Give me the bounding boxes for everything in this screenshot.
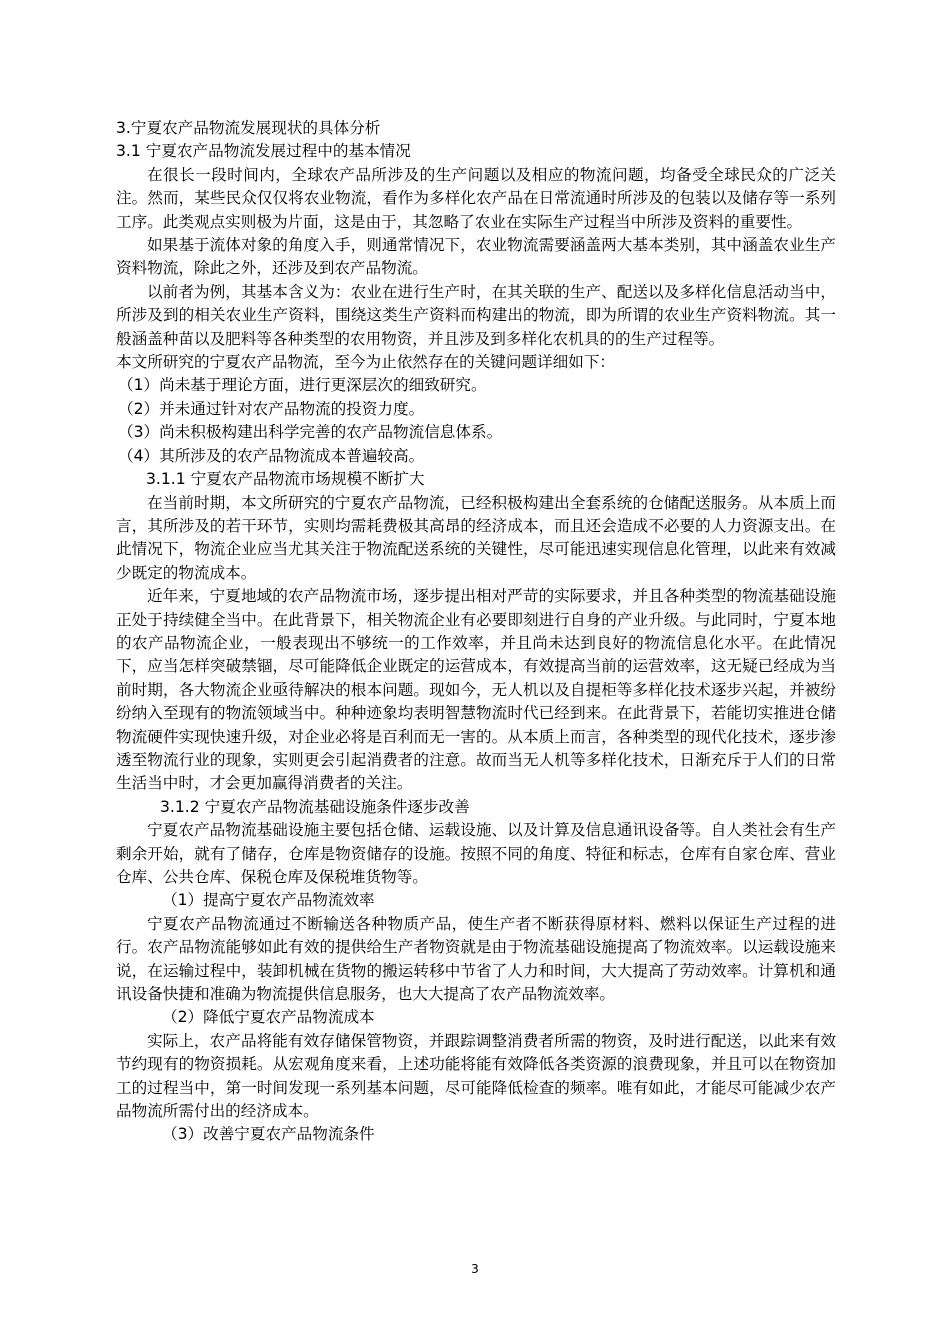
section-heading: 3.宁夏农产品物流发展现状的具体分析 [116, 119, 381, 137]
paragraph: 宁夏农产品物流通过不断输送各种物质产品，使生产者不断获得原材料、燃料以保证生产过程的进行。农产品物流能够如此有效的提供给生产者物资就是由于物流基础设施提高了物流效率。以运载设施来说，在运输过程中，装卸机械在货物的搬运转移中节省了人力和时间，大大提高了劳动效率。计算机和通讯设备快捷和准确为物流提供信息服务，也大大提高了农产品物流效率。 [116, 914, 836, 1004]
paragraph: 在很长一段时间内，全球农产品所涉及的生产问题以及相应的物流问题，均备受全球民众的广泛关注。然而，某些民众仅仅将农业物流，看作为多样化农产品在日常流通时所涉及的包装以及储存等一系列工序。此类观点实则极为片面，这是由于，其忽略了农业在实际生产过程当中所涉及资料的重要性。 [116, 165, 836, 231]
paragraph: 本文所研究的宁夏农产品物流，至今为止依然存在的关键问题详细如下： [116, 353, 616, 372]
point-heading: （1）提高宁夏农产品物流效率 [162, 891, 375, 910]
paragraph: 近年来，宁夏地域的农产品物流市场，逐步提出相对严苛的实际要求，并且各种类型的物流基础设施正处于持续健全当中。在此背景下，相关物流企业有必要即刻进行自身的产业升级。与此同时，宁夏本地的农产品物流企业，一般表现出不够统一的工作效率，并且尚未达到良好的物流信息化水平。在此情况下，应当怎样突破禁锢，尽可能降低企业既定的运营成本，有效提高当前的运营效率，这无疑已经成为当前时期，各大物流企业亟待解决的根本问题。现如今，无人机以及自提柜等多样化技术逐步兴起，并被纷纷纳入至现有的物流领域当中。种种迹象均表明智慧物流时代已经到来。在此背景下，若能切实推进仓储物流硬件实现快速升级，对企业必将是百利而无一害的。从本质上而言，各种类型的现代化技术，逐步渗透至物流行业的现象，实则更会引起消费者的注意。故而当无人机等多样化技术，日渐充斥于人们的日常生活当中时，才会更加赢得消费者的关注。 [116, 587, 836, 793]
paragraph: 实际上，农产品将能有效存储保管物资，并跟踪调整消费者所需的物资，及时进行配送，以此来有效节约现有的物资损耗。从宏观角度来看，上述功能将能有效降低各类资源的浪费现象，并且可以在物资加工的过程当中，第一时间发现一系列基本问题，尽可能降低检查的频率。唯有如此，才能尽可能减少农产品物流所需付出的经济成本。 [116, 1031, 836, 1121]
subsubsection-heading: 3.1.1 宁夏农产品物流市场规模不断扩大 [146, 470, 425, 489]
page-number: 3 [471, 1262, 479, 1276]
list-item: （4）其所涉及的农产品物流成本普遍较高。 [118, 446, 425, 465]
paragraph: 宁夏农产品物流基础设施主要包括仓储、运载设施、以及计算及信息通讯设备等。自人类社会有生产剩余开始，就有了储存，仓库是物资储存的设施。按照不同的角度、特征和标志，仓库有自家仓库、营业仓库、公共仓库、保税仓库及保税堆货物等。 [116, 821, 836, 886]
subsubsection-heading: 3.1.2 宁夏农产品物流基础设施条件逐步改善 [160, 797, 470, 816]
subsection-heading: 3.1 宁夏农产品物流发展过程中的基本情况 [116, 142, 411, 161]
list-item: （2）并未通过针对农产品物流的投资力度。 [118, 399, 425, 418]
list-item: （3）尚未积极构建出科学完善的农产品物流信息体系。 [118, 423, 503, 442]
paragraph: 在当前时期，本文所研究的宁夏农产品物流，已经积极构建出全套系统的仓储配送服务。从本质上而言，其所涉及的若干环节，实则均需耗费极其高昂的经济成本，而且还会造成不必要的人力资源支出。在此情况下，物流企业应当尤其关注于物流配送系统的关键性，尽可能迅速实现信息化管理，以此来有效减少既定的物流成本。 [116, 493, 836, 582]
paragraph: 如果基于流体对象的角度入手，则通常情况下，农业物流需要涵盖两大基本类别，其中涵盖农业生产资料物流，除此之外，还涉及到农产品物流。 [116, 236, 836, 278]
list-item: （1）尚未基于理论方面，进行更深层次的细致研究。 [118, 376, 487, 395]
document-body [116, 117, 836, 1147]
point-heading: （3）改善宁夏农产品物流条件 [162, 1125, 375, 1144]
point-heading: （2）降低宁夏农产品物流成本 [162, 1008, 375, 1027]
paragraph: 以前者为例，其基本含义为：农业在进行生产时，在其关联的生产、配送以及多样化信息活动当中，所涉及到的相关农业生产资料，围绕这类生产资料而构建出的物流，即为所谓的农业生产资料物流。其一般涵盖种苗以及肥料等各种类型的农用物资，并且涉及到多样化农机具的的生产过程等。 [116, 282, 836, 348]
